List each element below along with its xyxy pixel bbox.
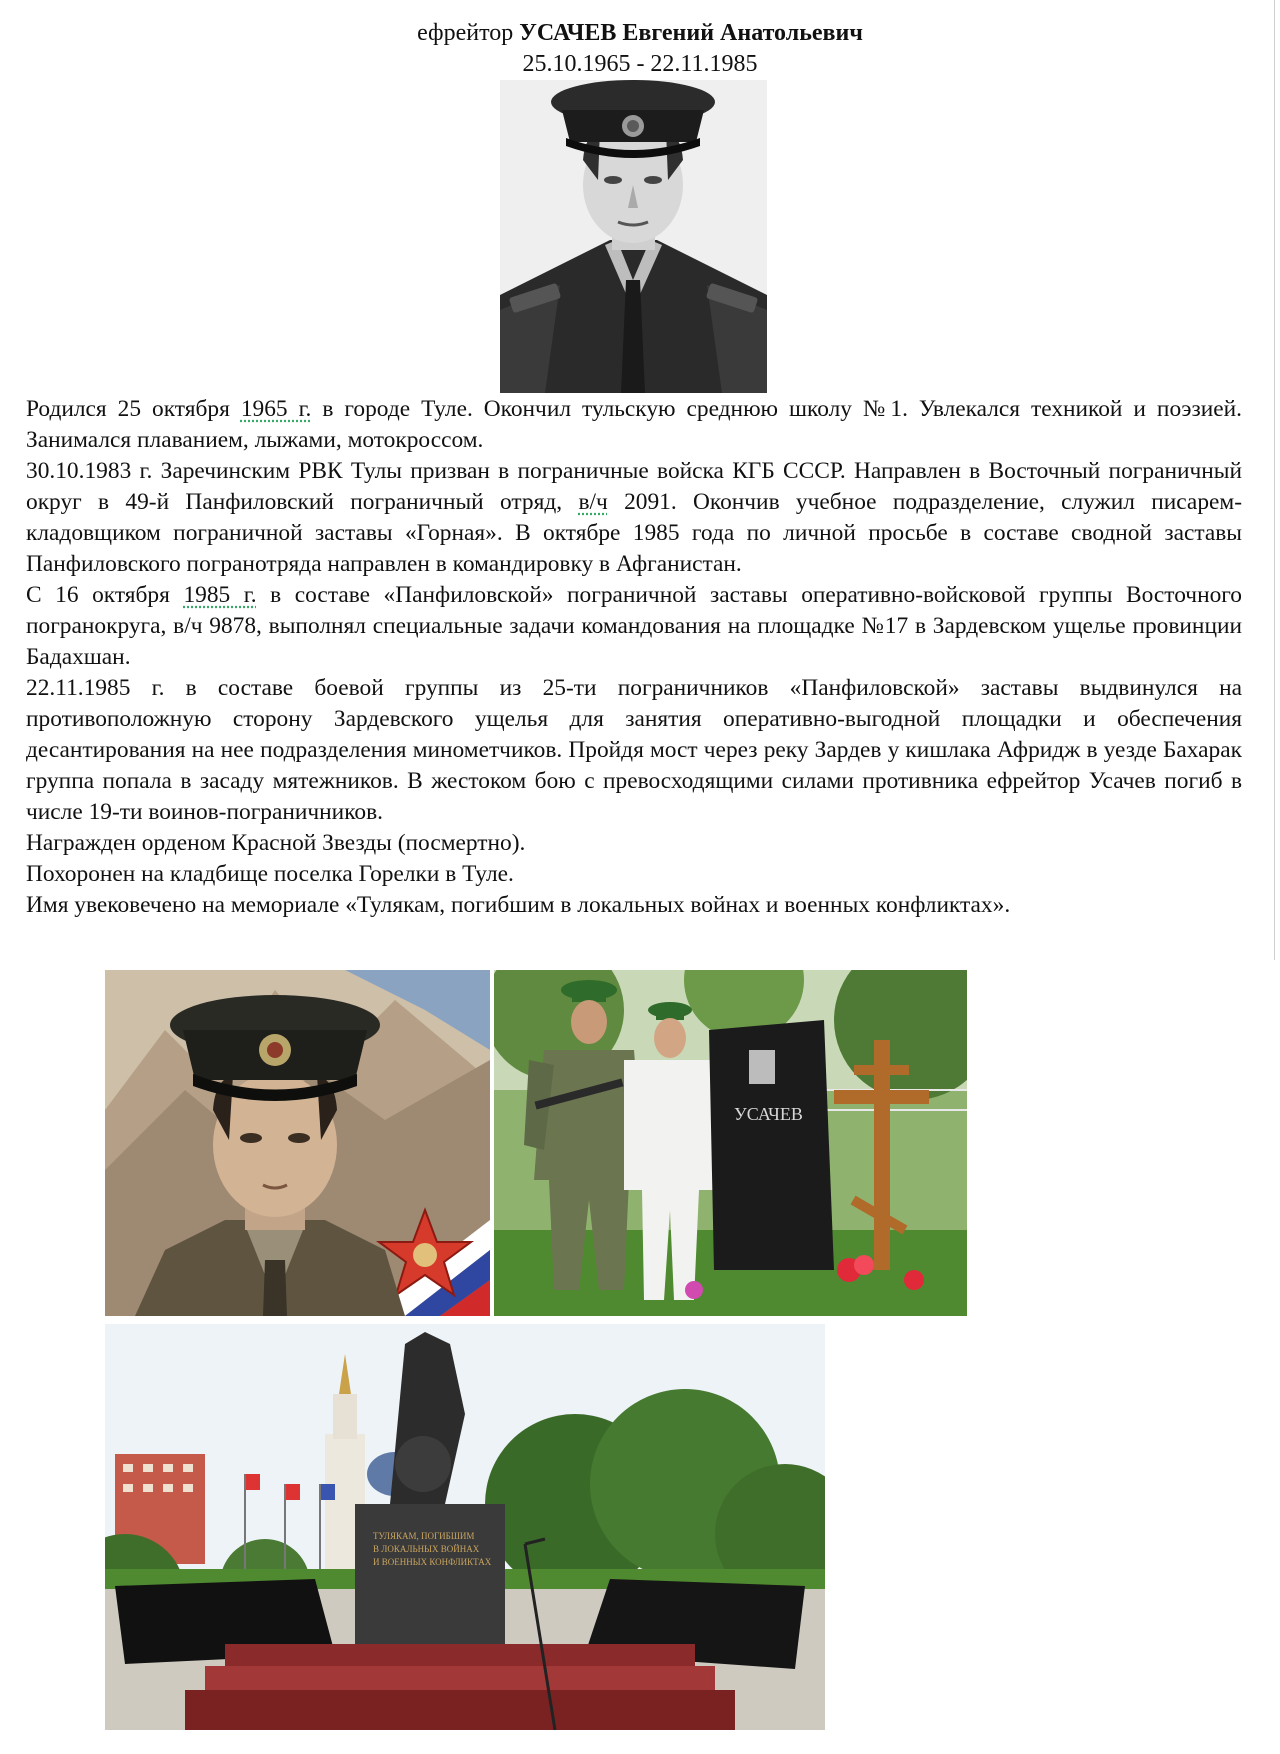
- biography-text: [26, 394, 1242, 921]
- bio-text: Имя увековечено на мемориале «Тулякам, погибшим в локальных войнах и военных конфликтах».: [26, 892, 1011, 918]
- portrait-photo: [500, 80, 767, 393]
- life-dates: 25.10.1965 - 22.11.1985: [522, 51, 758, 77]
- color-portrait-photo: [105, 970, 490, 1316]
- full-name: УСАЧЕВ Евгений Анатольевич: [519, 20, 863, 46]
- bio-text: Похоронен на кладбище поселка Горелки в Туле.: [26, 861, 514, 887]
- bio-paragraph-2: [26, 456, 1242, 580]
- bio-paragraph-7: [26, 890, 1242, 921]
- title-line: [0, 18, 1280, 49]
- page-edge-line: [1274, 0, 1275, 960]
- bio-paragraph-3: [26, 580, 1242, 673]
- spellcheck-underline: в/ч: [578, 489, 608, 515]
- memorial-photo: [105, 1324, 825, 1730]
- bio-text: Награжден орденом Красной Звезды (посмертно).: [26, 830, 526, 856]
- monument-inscription-line-1: ТУЛЯКАМ, ПОГИБШИМ: [373, 1531, 475, 1541]
- spellcheck-underline: 1985 г.: [183, 582, 257, 608]
- monument-inscription-line-3: И ВОЕННЫХ КОНФЛИКТАХ: [373, 1557, 492, 1567]
- bio-text: 2091. Окончив учебное подразделение, служил писарем-кладовщиком пограничной заставы «Горная». В октябре 1985 года по личной просьбе в составе сводной заставы Панфиловского погранотряда направлен в командировку в Афганистан.: [26, 489, 1242, 577]
- grave-visit-photo: [494, 970, 967, 1316]
- bio-paragraph-5: [26, 828, 1242, 859]
- bio-text: в городе Туле. Окончил тульскую среднюю школу №1. Увлекался техникой и поэзией. Занимался плаванием, лыжами, мотокроссом.: [26, 396, 1242, 453]
- bio-text: в составе «Панфиловской» пограничной заставы оперативно-войсковой группы Восточного погранокруга, в/ч 9878, выполнял специальные задачи командования на площадке №17 в Зардевском ущелье провинции Бадахшан.: [26, 582, 1242, 670]
- bio-paragraph-1: [26, 394, 1242, 456]
- bio-text: Родился 25 октября: [26, 396, 241, 422]
- monument-inscription-line-2: В ЛОКАЛЬНЫХ ВОЙНАХ: [373, 1544, 480, 1554]
- document-header: [0, 18, 1280, 80]
- gravestone-inscription: УСАЧЕВ: [734, 1104, 803, 1124]
- bio-paragraph-4: [26, 673, 1242, 828]
- rank: ефрейтор: [417, 20, 514, 46]
- bio-paragraph-6: [26, 859, 1242, 890]
- bio-text: 22.11.1985 г. в составе боевой группы из 25-ти пограничников «Панфиловской» заставы выдвинулся на противоположную сторону Зардевского ущелья для занятия оперативно-выгодной площадки и обеспечения десантирования на нее подразделения минометчиков. Пройдя мост через реку Зардев у кишлака Афридж в уезде Бахарак группа попала в засаду мятежников. В жестоком бою с превосходящими силами противника ефрейтор Усачев погиб в числе 19-ти воинов-пограничников.: [26, 675, 1242, 825]
- bio-text: С 16 октября: [26, 582, 184, 608]
- spellcheck-underline: 1965 г.: [240, 396, 312, 422]
- bio-text: 30.10.1983 г. Заречинским РВК Тулы призван в пограничные войска КГБ СССР. Направлен в Восточный пограничный округ в 49-й Панфиловский пограничный отряд,: [26, 458, 1242, 515]
